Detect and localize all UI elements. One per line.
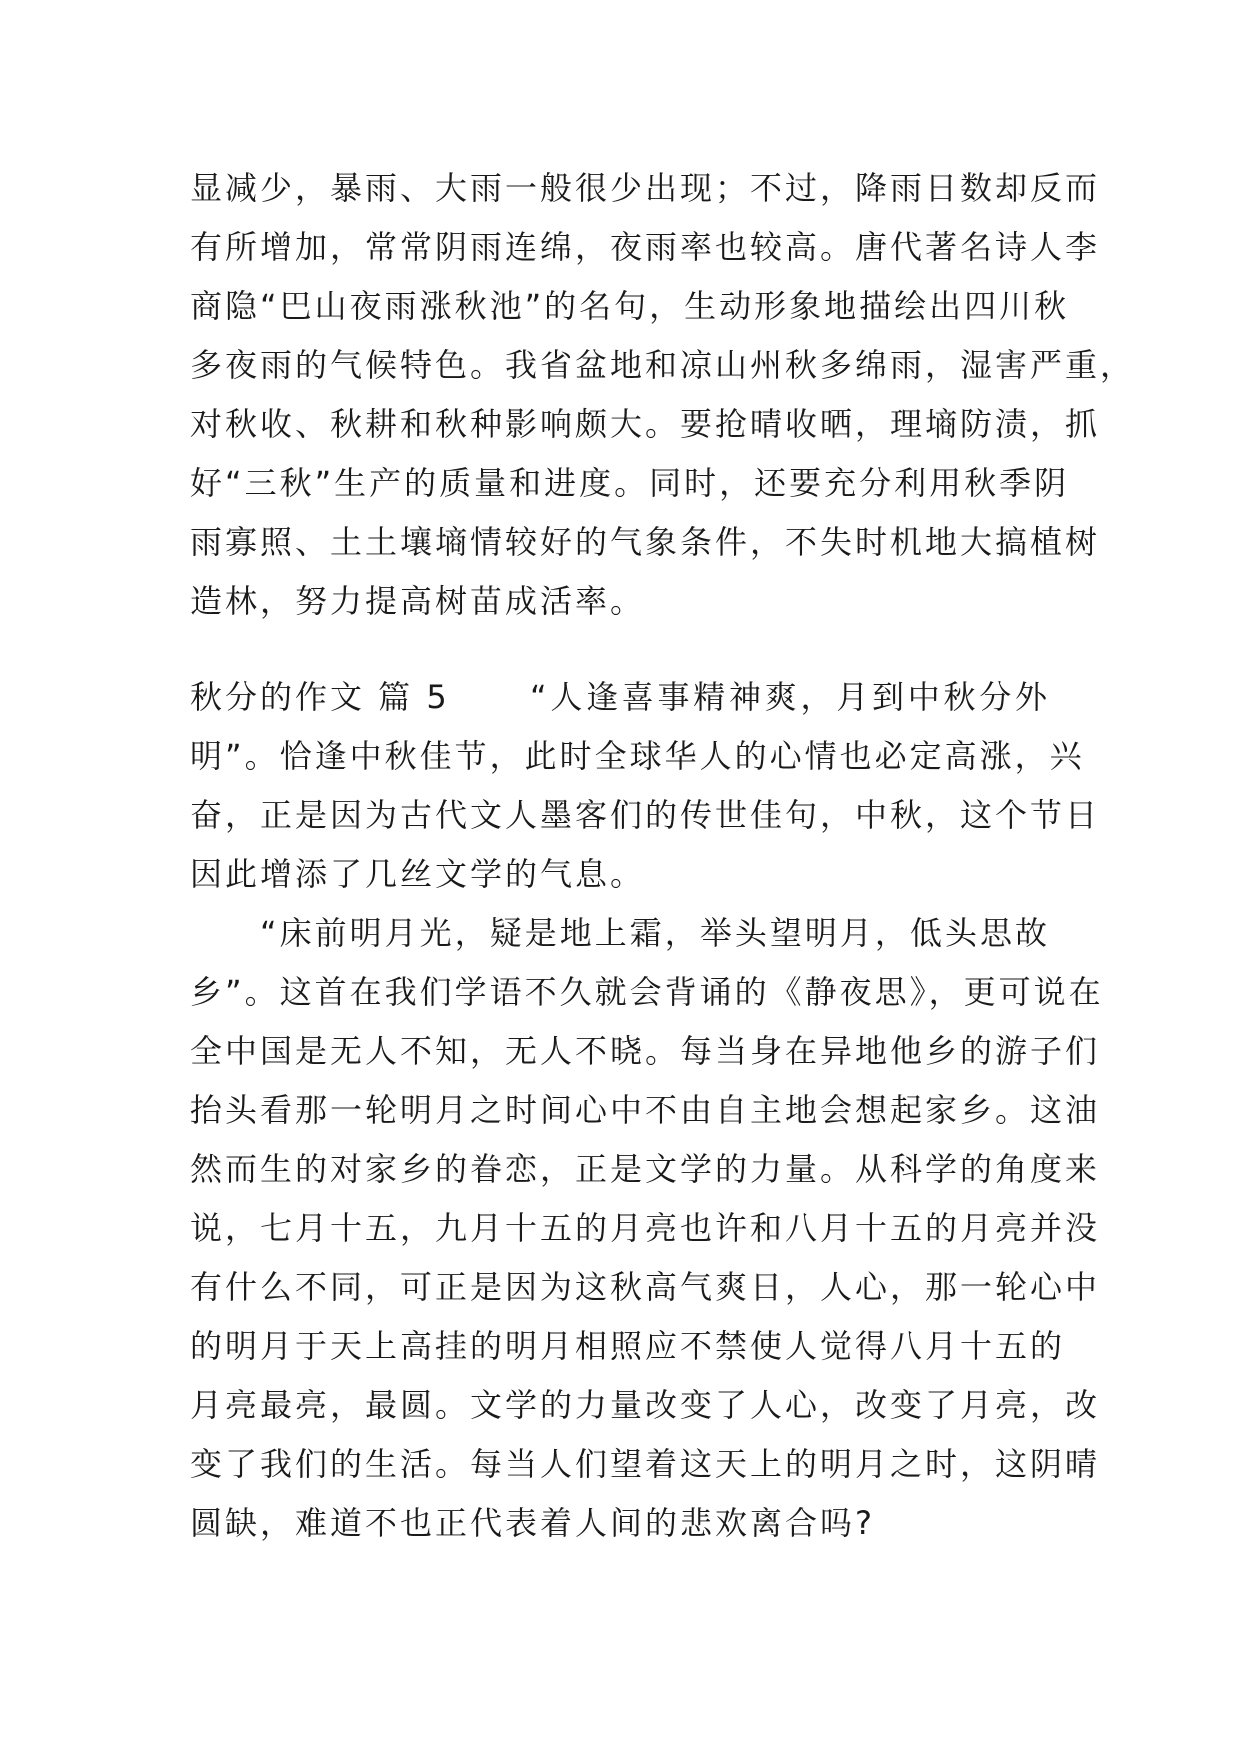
- text-line: 因此增添了几丝文学的气息。: [190, 855, 646, 893]
- text-line: 有所增加，常常阴雨连绵，夜雨率也较高。唐代著名诗人李: [190, 228, 1101, 266]
- paragraph-moon: [190, 904, 1104, 1553]
- section-5: [190, 668, 1101, 904]
- text-line: 雨寡照、土土壤墒情较好的气象条件，不失时机地大搞植树: [190, 523, 1101, 561]
- text-line: 变了我们的生活。每当人们望着这天上的明月之时，这阴晴: [190, 1445, 1101, 1483]
- text-line: 然而生的对家乡的眷恋，正是文学的力量。从科学的角度来: [190, 1150, 1101, 1188]
- text-line: 商隐“巴山夜雨涨秋池”的名句，生动形象地描绘出四川秋: [190, 287, 1070, 325]
- text-line: 好“三秋”生产的质量和进度。同时，还要充分利用秋季阴: [190, 464, 1070, 502]
- text-line: 乡”。这首在我们学语不久就会背诵的《静夜思》，更可说在: [190, 973, 1104, 1011]
- text-line: 明”。恰逢中秋佳节，此时全球华人的心情也必定高涨，兴: [190, 737, 1085, 775]
- section-heading-line: [190, 668, 1050, 727]
- text-line: 多夜雨的气候特色。我省盆地和凉山州秋多绵雨，湿害严重，: [190, 346, 1136, 384]
- text-line: 圆缺，难道不也正代表着人间的悲欢离合吗?: [190, 1504, 875, 1542]
- text-line: 对秋收、秋耕和秋种影响颇大。要抢晴收晒，理墒防渍，抓: [190, 405, 1101, 443]
- text-line: 说，七月十五，九月十五的月亮也许和八月十五的月亮并没: [190, 1209, 1101, 1247]
- text-line: 的明月于天上高挂的明月相照应不禁使人觉得八月十五的: [190, 1327, 1066, 1365]
- section-opening-quote: “人逢喜事精神爽，月到中秋分外: [530, 678, 1050, 716]
- text-line: 全中国是无人不知，无人不晓。每当身在异地他乡的游子们: [190, 1032, 1101, 1070]
- text-line: 显减少，暴雨、大雨一般很少出现；不过，降雨日数却反而: [190, 169, 1101, 207]
- section-title: 秋分的作文 篇 5: [190, 678, 450, 716]
- text-line: 月亮最亮，最圆。文学的力量改变了人心，改变了月亮，改: [190, 1386, 1101, 1424]
- text-line: “床前明月光，疑是地上霜，举头望明月，低头思故: [260, 914, 1050, 952]
- text-line: 有什么不同，可正是因为这秋高气爽日，人心，那一轮心中: [190, 1268, 1101, 1306]
- text-line: 抬头看那一轮明月之时间心中不由自主地会想起家乡。这油: [190, 1091, 1101, 1129]
- text-line: 奋，正是因为古代文人墨客们的传世佳句，中秋，这个节日: [190, 796, 1101, 834]
- paragraph-climate: [190, 159, 1136, 631]
- text-line: 造林，努力提高树苗成活率。: [190, 582, 646, 620]
